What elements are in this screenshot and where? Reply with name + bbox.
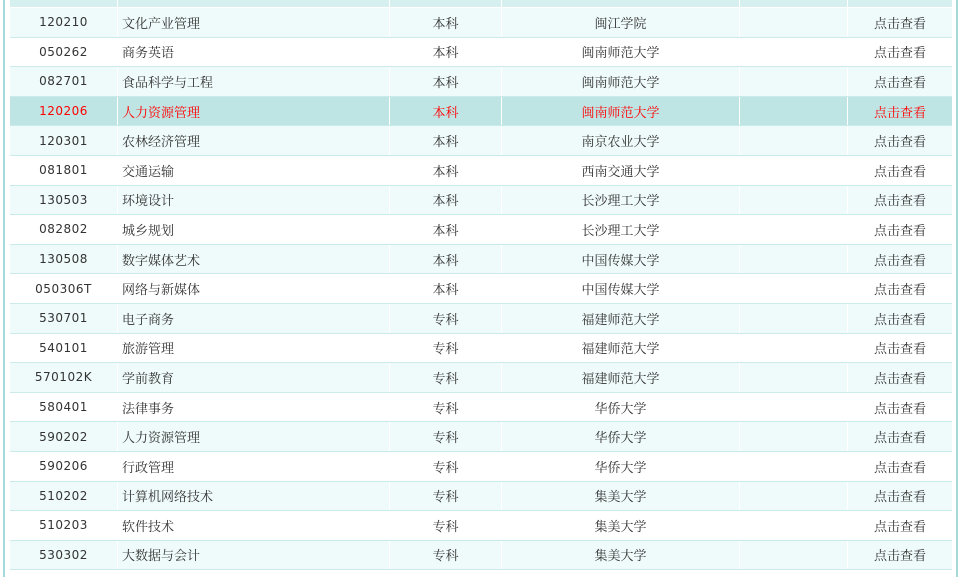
level-label: 专科: [390, 363, 502, 392]
table-row[interactable]: [10, 67, 952, 97]
level-label: 本科: [390, 274, 502, 303]
major-code: 081801: [10, 156, 118, 185]
empty-cell: [740, 511, 848, 540]
major-name: 文化产业管理: [118, 8, 390, 37]
level-label: 本科: [390, 97, 502, 126]
level-label: 专科: [390, 482, 502, 511]
university-name: 集美大学: [502, 511, 740, 540]
header-code-cell: [10, 0, 118, 7]
major-name: 商务英语: [118, 38, 390, 67]
empty-cell: [740, 8, 848, 37]
major-name: 大数据与会计: [118, 541, 390, 570]
view-link[interactable]: 点击查看: [873, 283, 926, 299]
major-code: 590206: [10, 452, 118, 481]
major-code: 590202: [10, 422, 118, 451]
level-label: 本科: [390, 38, 502, 67]
major-code: 570102K: [10, 363, 118, 392]
table-row[interactable]: [10, 393, 952, 423]
view-link[interactable]: 点击查看: [873, 431, 926, 447]
empty-cell: [740, 304, 848, 333]
major-name: 计算机网络技术: [118, 482, 390, 511]
university-name: 中国传媒大学: [502, 245, 740, 274]
view-link[interactable]: 点击查看: [873, 164, 926, 180]
empty-cell: [740, 452, 848, 481]
table-body: [10, 8, 952, 570]
view-link[interactable]: 点击查看: [873, 401, 926, 417]
page-right-border: [956, 0, 958, 577]
header-level-cell: [390, 0, 502, 7]
major-code: 130503: [10, 186, 118, 215]
table-row[interactable]: [10, 126, 952, 156]
university-name: 长沙理工大学: [502, 186, 740, 215]
major-name: 法律事务: [118, 393, 390, 422]
empty-cell: [740, 67, 848, 96]
major-name: 交通运输: [118, 156, 390, 185]
level-label: 专科: [390, 334, 502, 363]
major-code: 120210: [10, 8, 118, 37]
major-name: 食品科学与工程: [118, 67, 390, 96]
university-name: 南京农业大学: [502, 126, 740, 155]
university-name: 集美大学: [502, 482, 740, 511]
level-label: 专科: [390, 393, 502, 422]
empty-cell: [740, 126, 848, 155]
empty-cell: [740, 97, 848, 126]
empty-cell: [740, 393, 848, 422]
major-name: 旅游管理: [118, 334, 390, 363]
empty-cell: [740, 541, 848, 570]
view-link[interactable]: 点击查看: [873, 342, 926, 358]
major-name: 农林经济管理: [118, 126, 390, 155]
table-row[interactable]: [10, 38, 952, 68]
university-name: 闽江学院: [502, 8, 740, 37]
table-row[interactable]: [10, 8, 952, 38]
table-row[interactable]: [10, 215, 952, 245]
empty-cell: [740, 156, 848, 185]
major-name: 行政管理: [118, 452, 390, 481]
level-label: 专科: [390, 541, 502, 570]
empty-cell: [740, 422, 848, 451]
major-name: 数字媒体艺术: [118, 245, 390, 274]
major-code: 082701: [10, 67, 118, 96]
empty-cell: [740, 482, 848, 511]
level-label: 本科: [390, 186, 502, 215]
level-label: 专科: [390, 511, 502, 540]
table-row[interactable]: [10, 334, 952, 364]
level-label: 本科: [390, 126, 502, 155]
table-row[interactable]: [10, 97, 952, 127]
major-name: 城乡规划: [118, 215, 390, 244]
view-link[interactable]: 点击查看: [873, 371, 926, 387]
major-name: 软件技术: [118, 511, 390, 540]
header-university-cell: [502, 0, 740, 7]
table-row[interactable]: [10, 156, 952, 186]
major-name: 环境设计: [118, 186, 390, 215]
view-link[interactable]: 点击查看: [873, 549, 926, 565]
view-link[interactable]: 点击查看: [873, 519, 926, 535]
university-name: 华侨大学: [502, 422, 740, 451]
page-left-border: [3, 0, 5, 577]
empty-cell: [740, 245, 848, 274]
university-name: 福建师范大学: [502, 304, 740, 333]
empty-cell: [740, 274, 848, 303]
level-label: 本科: [390, 67, 502, 96]
major-name: 电子商务: [118, 304, 390, 333]
table-row[interactable]: [10, 482, 952, 512]
major-code: 120301: [10, 126, 118, 155]
view-link[interactable]: 点击查看: [873, 16, 926, 32]
level-label: 专科: [390, 452, 502, 481]
level-label: 本科: [390, 245, 502, 274]
major-code: 510202: [10, 482, 118, 511]
university-name: 西南交通大学: [502, 156, 740, 185]
major-code: 540101: [10, 334, 118, 363]
university-name: 闽南师范大学: [502, 97, 740, 126]
table-row[interactable]: [10, 186, 952, 216]
empty-cell: [740, 215, 848, 244]
major-code: 130508: [10, 245, 118, 274]
empty-cell: [740, 186, 848, 215]
table-header-clipped: [10, 0, 952, 8]
major-code: 082802: [10, 215, 118, 244]
empty-cell: [740, 363, 848, 392]
table-row[interactable]: [10, 452, 952, 482]
major-code: 530701: [10, 304, 118, 333]
level-label: 本科: [390, 156, 502, 185]
view-link[interactable]: 点击查看: [873, 223, 926, 239]
view-link[interactable]: 点击查看: [873, 46, 926, 62]
major-code: 530302: [10, 541, 118, 570]
level-label: 专科: [390, 304, 502, 333]
major-code: 510203: [10, 511, 118, 540]
major-code: 120206: [10, 97, 118, 126]
major-name: 人力资源管理: [118, 422, 390, 451]
view-link[interactable]: 点击查看: [873, 460, 926, 476]
empty-cell: [740, 38, 848, 67]
table-row[interactable]: [10, 541, 952, 571]
table-row[interactable]: [10, 363, 952, 393]
table-row[interactable]: [10, 274, 952, 304]
empty-cell: [740, 334, 848, 363]
major-name: 网络与新媒体: [118, 274, 390, 303]
university-name: 闽南师范大学: [502, 67, 740, 96]
header-extra-cell: [740, 0, 848, 7]
university-name: 中国传媒大学: [502, 274, 740, 303]
view-link[interactable]: 点击查看: [873, 490, 926, 506]
view-link[interactable]: 点击查看: [873, 194, 926, 210]
university-name: 集美大学: [502, 541, 740, 570]
view-link[interactable]: 点击查看: [873, 135, 926, 151]
major-name: 人力资源管理: [118, 97, 390, 126]
table-row[interactable]: [10, 511, 952, 541]
university-name: 福建师范大学: [502, 334, 740, 363]
university-name: 华侨大学: [502, 393, 740, 422]
level-label: 本科: [390, 8, 502, 37]
major-code: 050262: [10, 38, 118, 67]
view-link[interactable]: 点击查看: [873, 253, 926, 269]
view-link[interactable]: 点击查看: [873, 312, 926, 328]
view-link[interactable]: 点击查看: [873, 105, 926, 121]
table-row[interactable]: [10, 245, 952, 275]
header-name-cell: [118, 0, 390, 7]
header-action-cell: [848, 0, 952, 7]
major-code: 580401: [10, 393, 118, 422]
table-row[interactable]: [10, 304, 952, 334]
major-name: 学前教育: [118, 363, 390, 392]
university-name: 华侨大学: [502, 452, 740, 481]
university-name: 闽南师范大学: [502, 38, 740, 67]
majors-table: [10, 0, 952, 570]
major-code: 050306T: [10, 274, 118, 303]
university-name: 长沙理工大学: [502, 215, 740, 244]
level-label: 本科: [390, 215, 502, 244]
view-link[interactable]: 点击查看: [873, 75, 926, 91]
table-row[interactable]: [10, 422, 952, 452]
level-label: 专科: [390, 422, 502, 451]
university-name: 福建师范大学: [502, 363, 740, 392]
